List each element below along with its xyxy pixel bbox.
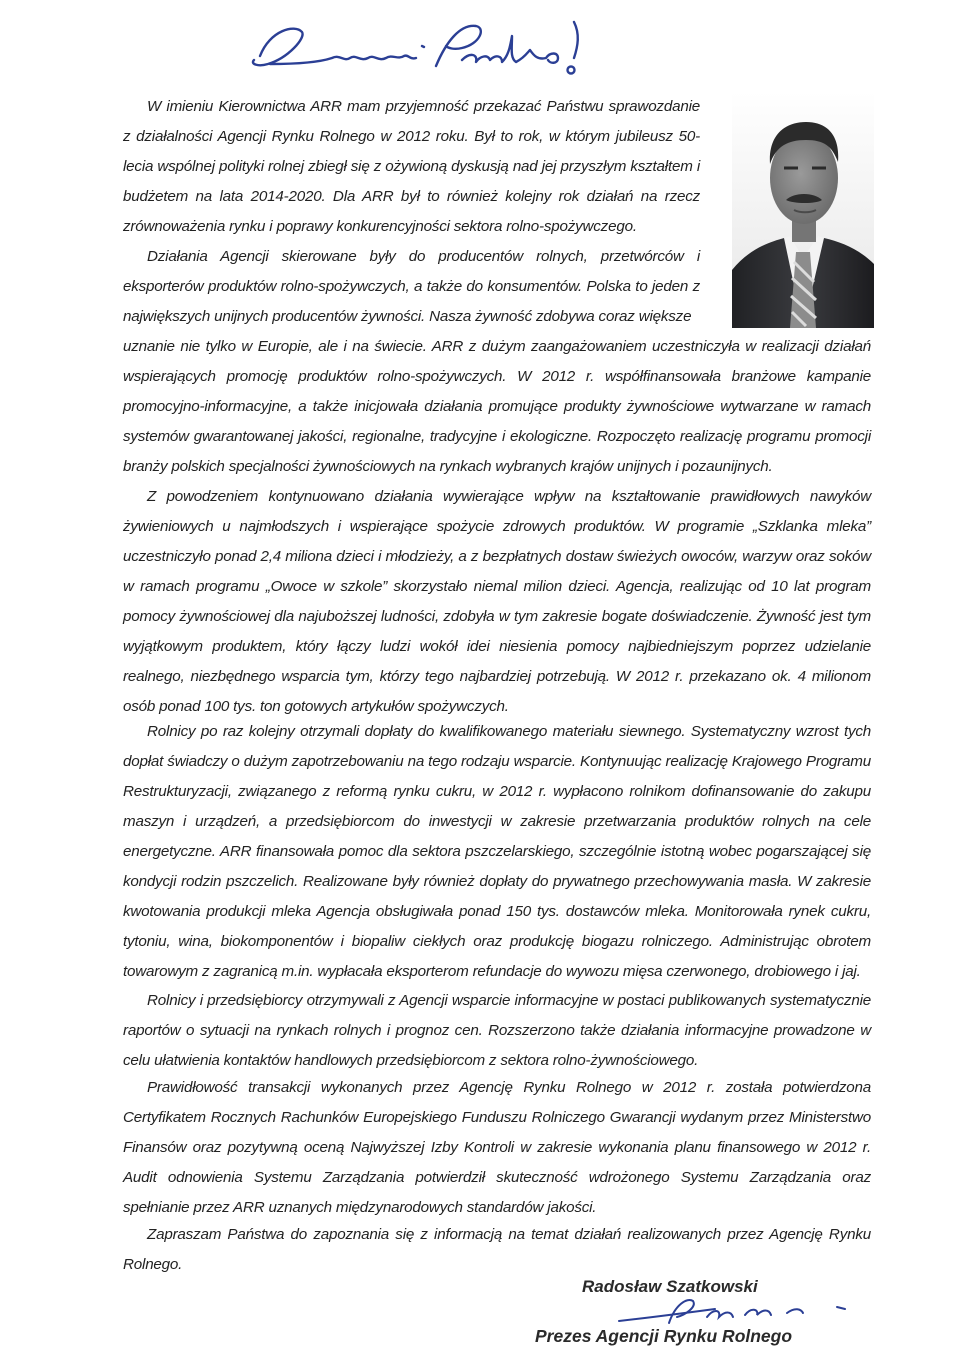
paragraph-support: Rolnicy po raz kolejny otrzymali dopłaty do kwalifikowanego materiału siewnego. Systematyczny wzrost tych dopłat świadczy o dużym zapotrzebowaniu na tego rodzaju wsparcie. Kontynuując realizację Krajowego Programu Restrukturyzacji, związanego z reformą rynku cukru, w 2012 r. wypłacono rolnikom dofinansowanie do zakupu maszyn i urządzeń, a przedsiębiorcom do inwestycji w zakresie przetwarzania produktów rolnych na cele energetyczne. ARR finansowała pomoc dla sektora pszczelarskiego, szczególnie istotną wobec pogarszającej się kondycji rodzin pszczelich. Realizowane były również dopłaty do prywatnego przechowywania masła. W zakresie kwotowania produkcji mleka Agencja obsługiwała ponad 150 tys. dostawców mleka. Monitorowała rynek cukru, tytoniu, wina, biokomponentów i biopaliw ciekłych oraz produkcję biogazu rolniczego. Administrując obrotem towarowym z zagranicą m.in. wypłacała eksporterom refundacje do wywozu mięsa czerwonego, drobiowego i jaj. xyxy=(123,723,871,980)
paragraph-invitation: Zapraszam Państwa do zapoznania się z informacją na temat działań realizowanych przez Agencję Rynku Rolnego. xyxy=(123,1226,871,1273)
handwritten-salutation xyxy=(240,18,620,88)
paragraph-activities: Działania Agencji skierowane były do producentów rolnych, przetwórców i eksporterów produktów rolno-spożywczych, a także do konsumentów. Polska to jeden z największych unijnych producentów żywności. Nasza żywność zdobywa coraz większe xyxy=(123,248,700,325)
paragraph-promotion: uznanie nie tylko w Europie, ale i na świecie. ARR z dużym zaangażowaniem uczestniczyła w realizacji działań wspierających promocję produktów rolno-spożywczych. W 2012 r. współfinansowała branżowe kampanie promocyjno-informacyjne, a także inicjowała działania promujące produkty żywnościowe wytwarzane w ramach systemów gwarantowanej jakości, regionalne, tradycyjne i ekologiczne. Rozpoczęto realizację programu promocji branży polskich specjalności żywnościowych na rynkach wybranych krajów unijnych i pozaunijnych. xyxy=(123,338,871,475)
signatory-title: Prezes Agencji Rynku Rolnego xyxy=(535,1326,793,1346)
paragraph-nutrition: Z powodzeniem kontynuowano działania wywierające wpływ na kształtowanie prawidłowych nawyków żywieniowych u najmłodszych i wspierające spożycie zdrowych produktów. W programie „Szklanka mleka” uczestniczyło ponad 2,4 miliona dzieci i młodzieży, a z bezpłatnych dostaw świeżych owoców, warzyw oraz soków w ramach programu „Owoce w szkole” skorzystało niemal milion dzieci. Agencja, realizując od 10 lat program pomocy żywnościowej dla najuboższej ludności, zdobyła w tym zakresie bogate doświadczenie. Żywność jest tym wyjątkowym produktem, który łączy ludzi wokół idei niesienia pomocy najbiedniejszym poprzez udzielanie realnego, niezbędnego wsparcia tym, którzy tego najbardziej potrzebują. W 2012 r. przekazano ok. 4 milionom osób ponad 100 tys. ton gotowych artykułów spożywczych. xyxy=(123,488,871,715)
paragraph-information: Rolnicy i przedsiębiorcy otrzymywali z Agencji wsparcie informacyjne w postaci publikowanych systematycznie raportów o sytuacji na rynkach rolnych i prognoz cen. Rozszerzono także działania informacyjne prowadzone w celu ułatwienia kontaktów handlowych przedsiębiorcom z sektora rolno-żywnościowego. xyxy=(123,992,871,1069)
handwritten-signature xyxy=(615,1295,865,1329)
paragraph-intro: W imieniu Kierownictwa ARR mam przyjemność przekazać Państwu sprawozdanie z działalności Agencji Rynku Rolnego w 2012 roku. Był to rok, w którym jubileusz 50-lecia wspólnej polityki rolnej zbiegł się z ożywioną dyskusją nad jej przyszłym kształtem i budżetem na lata 2014-2020. Dla ARR był to również kolejny rok działań na rzecz zrównoważenia rynku i poprawy konkurencyjności sektora rolno-spożywczego. xyxy=(123,98,700,235)
signatory-name: Radosław Szatkowski xyxy=(582,1277,758,1296)
portrait-photo xyxy=(732,92,874,328)
paragraph-audit: Prawidłowość transakcji wykonanych przez Agencję Rynku Rolnego w 2012 r. została potwierdzona Certyfikatem Rocznych Rachunków Europejskiego Funduszu Rolniczego Gwarancji wydanym przez Ministerstwo Finansów oraz pozytywną oceną Najwyższej Izby Kontroli w zakresie wykonania planu finansowego w 2012 r. Audit odnowienia Systemu Zarządzania potwierdził skuteczność wdrożonego Systemu Zarządzania oraz spełnianie przez ARR uznanych międzynarodowych standardów jakości. xyxy=(123,1079,871,1216)
